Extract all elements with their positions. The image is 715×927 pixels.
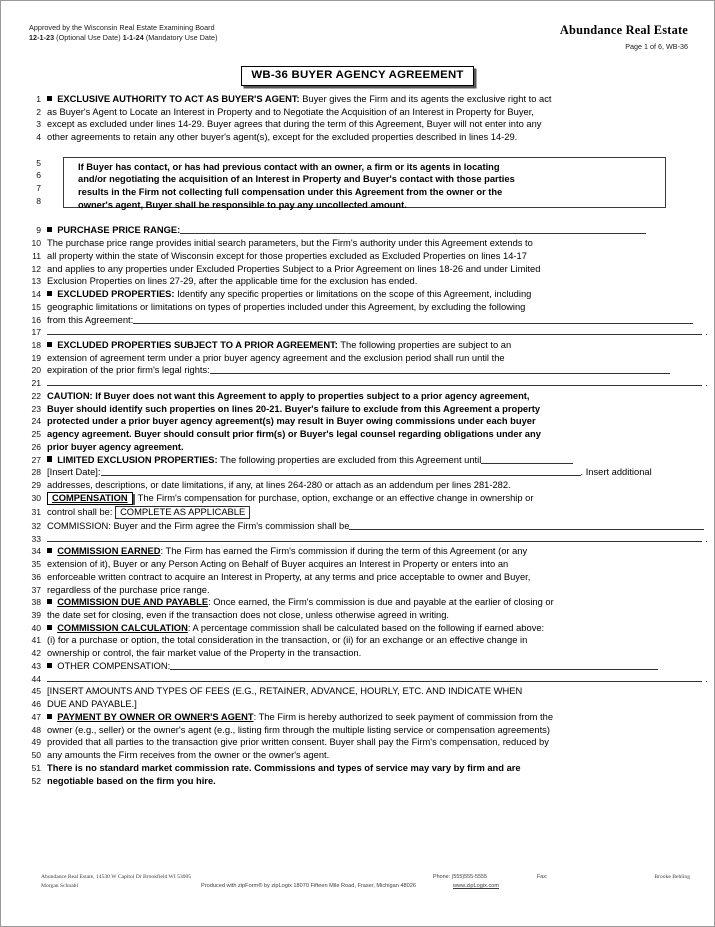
line-27 [1, 454, 715, 467]
line-number: 33 [31, 533, 41, 544]
line-23 [1, 403, 715, 416]
section-heading: PURCHASE PRICE RANGE: [57, 225, 181, 236]
bullet-square-icon [47, 599, 52, 604]
footer-agent-name: Brooke Behling [654, 874, 690, 880]
line-number: 51 [31, 762, 41, 773]
section-text: Buyer gives the Firm and its agents the exclusive right to act [299, 94, 552, 104]
prior-agreement-properties-field-continued[interactable] [47, 385, 702, 386]
purchase-price-range-field[interactable] [180, 224, 646, 234]
line-number: 4 [36, 132, 41, 143]
line-text: except as excluded under lines 14-29. Buyer agrees that during the term of this Agreement, Buyer will not enter into any [47, 119, 542, 130]
line-text [47, 545, 704, 558]
line-text: prior buyer agency agreement. [47, 441, 184, 452]
page-footer [1, 873, 714, 905]
bullet-square-icon [47, 342, 52, 347]
line-number: 12 [31, 263, 41, 274]
approval-line: Approved by the Wisconsin Real Estate Examining Board [29, 23, 215, 32]
line-37 [1, 584, 715, 597]
line-text [47, 224, 704, 237]
footer-firm-address: Abundance Real Estate, 14530 W Capitol Dr Brookfield WI 53005 [41, 874, 192, 880]
footer-fax: Fax: [537, 874, 548, 880]
line-number: 1 [36, 94, 41, 104]
bullet-square-icon [47, 291, 52, 296]
bullet-square-icon [47, 714, 52, 719]
section-text: The Firm's compensation for purchase, option, exchange or an effective change in ownership or [137, 492, 534, 503]
insert-date-field[interactable] [101, 466, 581, 476]
line-end-period: . [705, 327, 708, 338]
footer-row-contact [1, 873, 714, 882]
line-number: 16 [31, 314, 41, 325]
line-24 [1, 415, 715, 428]
line-41 [1, 634, 715, 647]
line-number: 19 [31, 352, 41, 363]
line-text [47, 364, 704, 377]
line-22 [1, 390, 715, 403]
line-text [47, 660, 704, 673]
line-number: 36 [31, 571, 41, 582]
line-end-period: . [705, 533, 708, 544]
page-title: WB-36 BUYER AGENCY AGREEMENT [241, 66, 473, 86]
line-number: 25 [31, 429, 41, 440]
footer-phone: Phone: (555)555-5555 [433, 874, 487, 880]
line-text [47, 288, 704, 301]
mandatory-use-date: 1-1-24 [122, 32, 144, 42]
line-20 [1, 364, 715, 377]
line-number: 18 [31, 340, 41, 351]
line-number: 31 [31, 506, 41, 517]
bullet-square-icon [47, 548, 52, 553]
line-number: 29 [31, 480, 41, 491]
optional-use-label: (Optional Use Date) [54, 32, 123, 42]
footer-user-name: Morgan Schnabl [41, 883, 79, 889]
line-51 [1, 762, 715, 775]
line-33 [1, 533, 715, 546]
line-30 [1, 492, 715, 506]
line-number: 42 [31, 648, 41, 659]
callout-box [63, 157, 666, 208]
line-number: 23 [31, 403, 41, 414]
bullet-square-icon [47, 96, 52, 101]
insert-date-label: [Insert Date]: [47, 467, 101, 478]
line-number: 3 [36, 119, 41, 130]
line-text: protected under a prior buyer agency agreement(s) may result in Buyer owing commissions under each buyer [47, 416, 536, 427]
callout-line-text: results in the Firm not collecting full compensation under this Agreement from the owner or the [78, 187, 503, 198]
line-number: 39 [31, 609, 41, 620]
line-1 [1, 93, 715, 106]
firm-name: Abundance Real Estate [559, 23, 688, 37]
line-number: 5 [36, 157, 41, 168]
line-4 [1, 131, 715, 144]
section-heading: PAYMENT BY OWNER OR OWNER'S AGENT [57, 711, 254, 722]
line-number: 6 [36, 170, 41, 181]
line-31 [1, 506, 715, 520]
line-text: the date set for closing, even if the transaction does not close, unless otherwise agreed in writing. [47, 609, 450, 620]
line-text: provided that all parties to the transaction give prior written consent. Buyer shall pay the Firm's compensation, reduced by [47, 737, 549, 748]
section-text: Identify any specific properties or limitations on the scope of this Agreement, including [174, 289, 532, 300]
excluded-properties-field-continued[interactable] [47, 334, 702, 335]
bullet-square-icon [47, 456, 52, 461]
line-number: 32 [31, 520, 41, 531]
line-number: 47 [31, 711, 41, 722]
line-18 [1, 339, 715, 352]
line-12 [1, 263, 715, 276]
line-text: other agreements to retain any other buyer's agent(s), except for the excluded properties described in lines 14-29. [47, 132, 518, 143]
line-text: Buyer should identify such properties on lines 20-21. Buyer's failure to exclude from this Agreement a property [47, 403, 541, 414]
line-28 [1, 466, 715, 479]
line-text: agency agreement. Buyer should consult prior firm(s) or Buyer's legal counsel regarding obligations under any [47, 429, 541, 440]
footer-ziplogix-link[interactable]: www.zipLogix.com [453, 883, 500, 889]
callout-text [78, 161, 652, 212]
line-40 [1, 622, 715, 635]
line-text: and applies to any properties under Excluded Properties Subject to a Prior Agreement on lines 18-26 and under Limited [47, 263, 541, 274]
mandatory-use-label: (Mandatory Use Date) [143, 32, 218, 42]
line-number: 11 [32, 250, 41, 261]
line-number: 2 [36, 106, 41, 117]
callout-line-text: and/or negotiating the acquisition of an Interest in Property and Buyer's contact with those parties [78, 174, 515, 185]
line-44 [1, 673, 715, 686]
line-number: 8 [36, 195, 41, 206]
line-49 [1, 736, 715, 749]
line-number: 52 [31, 775, 41, 786]
section-heading: EXCLUDED PROPERTIES SUBJECT TO A PRIOR AGREEMENT: [57, 340, 338, 351]
line-text [47, 454, 704, 467]
line-26 [1, 441, 715, 454]
section-text: : The Firm has earned the Firm's commission if during the term of this Agreement (or any [160, 546, 528, 557]
bullet-square-icon [47, 625, 52, 630]
section-heading: COMMISSION DUE AND PAYABLE [57, 597, 209, 608]
line-36 [1, 571, 715, 584]
line-text: regardless of the purchase price range. [47, 584, 210, 595]
line-text: There is no standard market commission rate. Commissions and types of service may vary by firm and are [47, 762, 521, 773]
line-text: ownership or control, the fair market value of the Property in the transaction. [47, 648, 362, 659]
callout-line-text: owner's agent, Buyer shall be responsible to pay any uncollected amount. [78, 199, 407, 210]
line-number: 17 [31, 327, 41, 338]
spacer-line [1, 212, 715, 225]
line-35 [1, 558, 715, 571]
line-number: 44 [31, 673, 41, 684]
line-text [47, 492, 704, 505]
line-text [47, 466, 704, 479]
line-number: 38 [31, 597, 41, 608]
callout-line [78, 173, 652, 186]
line-38 [1, 596, 715, 609]
line-number: 24 [31, 416, 41, 427]
line-16 [1, 314, 715, 327]
line-number: 50 [31, 750, 41, 761]
line-32 [1, 520, 715, 533]
section-text: The following properties are subject to an [337, 340, 512, 351]
line-number: 40 [31, 622, 41, 633]
document-title-container [1, 65, 714, 86]
line-47 [1, 711, 715, 724]
line-number: 13 [31, 276, 41, 287]
line-number: 15 [31, 301, 41, 312]
excluded-properties-field[interactable] [133, 314, 693, 324]
line-text: (i) for a purchase or option, the total consideration in the transaction, or (ii) for an exchange or an effective change in [47, 635, 528, 646]
section-heading: OTHER COMPENSATION: [57, 660, 171, 671]
line-29 [1, 479, 715, 492]
footer-produced-with: Produced with zipForm® by zipLogix 18070 Fifteen Mile Road, Fraser, Michigan 48026 [201, 883, 416, 889]
use-dates-line [29, 33, 218, 43]
section-text: : The Firm is hereby authorized to seek payment of commission from the [253, 711, 554, 722]
line-17 [1, 326, 715, 339]
line-39 [1, 609, 715, 622]
bullet-square-icon [47, 227, 52, 232]
line-text [47, 93, 704, 106]
line-text [47, 506, 704, 520]
line-text: [INSERT AMOUNTS AND TYPES OF FEES (E.G., RETAINER, ADVANCE, HOURLY, ETC. AND INDICATE WHEN [47, 686, 523, 697]
line-text: all property within the state of Wisconsin except for those properties excluded as Excluded Properties on lines 14-17 [47, 250, 527, 261]
callout-line [78, 161, 652, 174]
section-heading: COMMISSION EARNED [57, 546, 161, 557]
line-text [47, 622, 704, 635]
section-heading: COMMISSION CALCULATION [57, 622, 188, 633]
line-number: 7 [36, 183, 41, 194]
compensation-section-label: COMPENSATION [47, 492, 133, 505]
line-9 [1, 224, 715, 237]
line-text: extension of it), Buyer or any Person Acting on Behalf of Buyer acquires an Interest in Property or enters into an [47, 559, 509, 570]
line-text: addresses, descriptions, or date limitations, if any, at lines 264-280 or attach as an addendum per lines 281-282. [47, 480, 511, 491]
page-number-label: Page 1 of 6, WB-36 [625, 42, 688, 51]
line-text: Exclusion Properties on lines 27-29, after the applicable time for the exclusion has ended. [47, 276, 418, 287]
line-25 [1, 428, 715, 441]
bullet-square-icon [47, 663, 52, 668]
line-48 [1, 724, 715, 737]
line-50 [1, 749, 715, 762]
line-text [47, 520, 704, 533]
complete-as-applicable-label: COMPLETE AS APPLICABLE [115, 506, 250, 520]
line-number: 34 [31, 546, 41, 557]
line-text: DUE AND PAYABLE.] [47, 699, 137, 710]
line-text: extension of agreement term under a prior buyer agency agreement and the exclusion period shall run until the [47, 352, 505, 363]
section-text: expiration of the prior firm's legal rights: [47, 365, 210, 376]
line-number: 22 [31, 390, 41, 401]
other-compensation-field[interactable] [170, 660, 658, 670]
callout-line-text: If Buyer has contact, or has had previous contact with an owner, a firm or its agents in locating [78, 161, 500, 172]
line-text: CAUTION: If Buyer does not want this Agreement to apply to properties subject to a prior agency agreement, [47, 390, 530, 401]
line-42 [1, 647, 715, 660]
line-text: as Buyer's Agent to Locate an Interest in Property and to Negotiate the Acquisition of an Interest in Property for Buyer, [47, 106, 534, 117]
line-number: 46 [31, 699, 41, 710]
line-end-period: . [705, 673, 708, 684]
other-compensation-field-continued[interactable] [47, 681, 702, 682]
spacer-line [1, 144, 715, 157]
line-15 [1, 301, 715, 314]
section-heading: LIMITED EXCLUSION PROPERTIES: [57, 454, 218, 465]
line-text [47, 596, 704, 609]
line-number: 10 [31, 238, 41, 249]
line-21 [1, 377, 715, 390]
section-heading: EXCLUSIVE AUTHORITY TO ACT AS BUYER'S AGENT: [57, 94, 300, 104]
line-45 [1, 685, 715, 698]
section-text: . Insert additional [580, 467, 652, 478]
line-number: 48 [31, 724, 41, 735]
document-body [1, 93, 715, 787]
callout-line [78, 186, 652, 199]
line-number: 45 [31, 686, 41, 697]
line-number: 26 [31, 441, 41, 452]
line-number: 27 [31, 454, 41, 465]
line-text: any amounts the Firm receives from the owner or the owner's agent. [47, 750, 330, 761]
line-text [47, 339, 704, 352]
line-10 [1, 237, 715, 250]
section-text: from this Agreement: [47, 314, 134, 325]
line-number: 20 [31, 365, 41, 376]
line-text: enforceable written contract to acquire an Interest in Property, at any terms and price acceptable to owner and Buyer, [47, 571, 531, 582]
line-number: 21 [31, 378, 41, 389]
line-number: 49 [31, 737, 41, 748]
line-text: The purchase price range provides initial search parameters, but the Firm's authority under this Agreement extends to [47, 238, 533, 249]
firm-header-block [560, 23, 688, 52]
form-approval-block [29, 23, 218, 42]
commission-amount-field-continued[interactable] [47, 541, 702, 542]
line-number: 41 [31, 635, 41, 646]
footer-row-production [1, 882, 714, 891]
line-11 [1, 250, 715, 263]
line-end-period: . [705, 378, 708, 389]
line-number: 28 [31, 467, 41, 478]
section-text: The following properties are excluded from this Agreement until [217, 454, 482, 465]
line-number: 35 [31, 559, 41, 570]
section-text: : Once earned, the Firm's commission is due and payable at the earlier of closing or [208, 597, 554, 608]
line-2 [1, 106, 715, 119]
line-number: 9 [36, 225, 41, 236]
line-number: 14 [31, 289, 41, 300]
commission-amount-field[interactable] [349, 520, 704, 530]
line-3 [1, 118, 715, 131]
limited-exclusion-until-field[interactable] [481, 454, 573, 464]
line-text: owner (e.g., seller) or the owner's agent (e.g., listing firm through the multiple listing service or compensation agreements) [47, 724, 550, 735]
page-header [1, 23, 714, 63]
callout-region [1, 157, 715, 212]
optional-use-date: 12-1-23 [29, 32, 55, 42]
section-text: : A percentage commission shall be calculated based on the following if earned above: [187, 622, 545, 633]
line-number: 37 [31, 584, 41, 595]
line-19 [1, 352, 715, 365]
line-text: negotiable based on the firm you hire. [47, 775, 216, 786]
line-text: geographic limitations or limitations on types of properties included under this Agreement, by excluding the following [47, 301, 526, 312]
line-number: 30 [31, 492, 41, 503]
line-52 [1, 775, 715, 788]
line-43 [1, 660, 715, 673]
section-heading: EXCLUDED PROPERTIES: [57, 289, 175, 300]
line-14 [1, 288, 715, 301]
line-34 [1, 545, 715, 558]
prior-agreement-properties-field[interactable] [210, 364, 670, 374]
line-text [47, 314, 704, 327]
line-text [47, 711, 704, 724]
callout-line [78, 199, 652, 212]
section-text: control shall be: [47, 506, 113, 517]
section-text: COMMISSION: Buyer and the Firm agree the Firm's commission shall be [47, 520, 350, 531]
line-13 [1, 275, 715, 288]
line-number: 43 [31, 660, 41, 671]
line-46 [1, 698, 715, 711]
